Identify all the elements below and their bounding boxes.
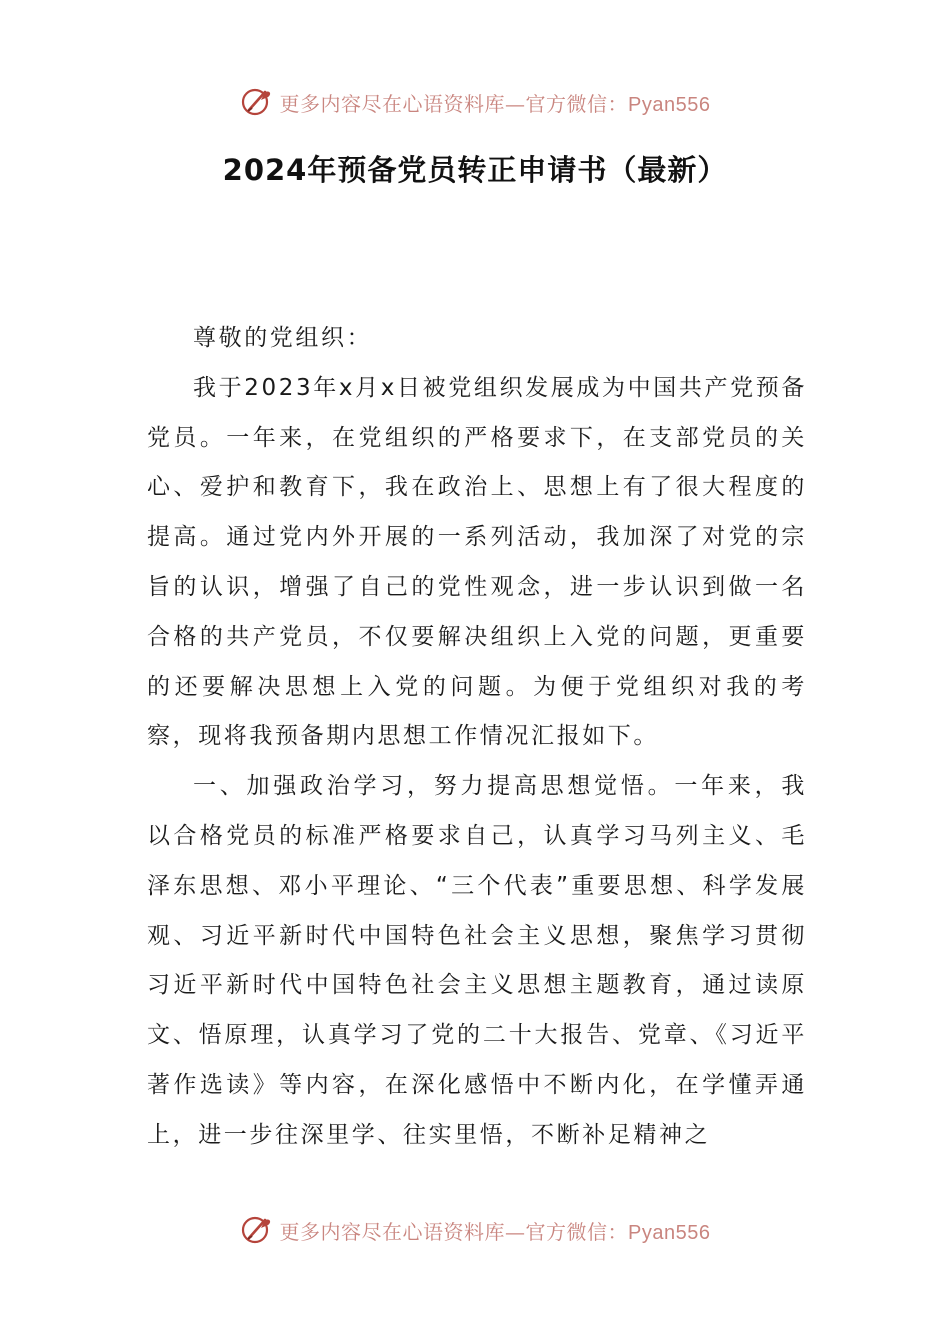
paragraph: 一、加强政治学习，努力提高思想觉悟。一年来，我以合格党员的标准严格要求自己，认真学习马列主义、毛泽东思想、邓小平理论、“三个代表”重要思想、科学发展观、习近平新时代中国特色社会主义思想，聚焦学习贯彻习近平新时代中国特色社会主义思想主题教育，通过读原文、悟原理，认真学习了党的二十大报告、党章、《习近平著作选读》等内容，在深化感悟中不断内化，在学懂弄通上，进一步往深里学、往实里悟，不断补足精神之 bbox=[147, 773, 807, 1148]
wechat-id: Pyan556 bbox=[628, 93, 711, 116]
quill-pen-logo-icon bbox=[240, 1213, 274, 1247]
footer-watermark-banner bbox=[0, 1210, 950, 1250]
salutation: 尊敬的党组织： bbox=[193, 325, 373, 351]
footer-watermark-text: 更多内容尽在心语资料库—官方微信：Pyan556 bbox=[279, 1219, 711, 1244]
quill-pen-logo-icon bbox=[240, 85, 274, 119]
header-watermark-banner bbox=[0, 82, 950, 122]
document-title: 2024年预备党员转正申请书（最新） bbox=[222, 153, 728, 187]
document-body bbox=[147, 314, 807, 1161]
paragraph: 我于2023年x月x日被党组织发展成为中国共产党预备党员。一年来，在党组织的严格要求下，在支部党员的关心、爱护和教育下，我在政治上、思想上有了很大程度的提高。通过党内外开展的一系列活动，我加深了对党的宗旨的认识，增强了自己的党性观念，进一步认识到做一名合格的共产党员，不仅要解决组织上入党的问题，更重要的还要解决思想上入党的问题。为便于党组织对我的考察，现将我预备期内思想工作情况汇报如下。 bbox=[147, 374, 807, 750]
wechat-id: Pyan556 bbox=[628, 1221, 711, 1244]
header-watermark-text: 更多内容尽在心语资料库—官方微信：Pyan556 bbox=[279, 91, 711, 116]
